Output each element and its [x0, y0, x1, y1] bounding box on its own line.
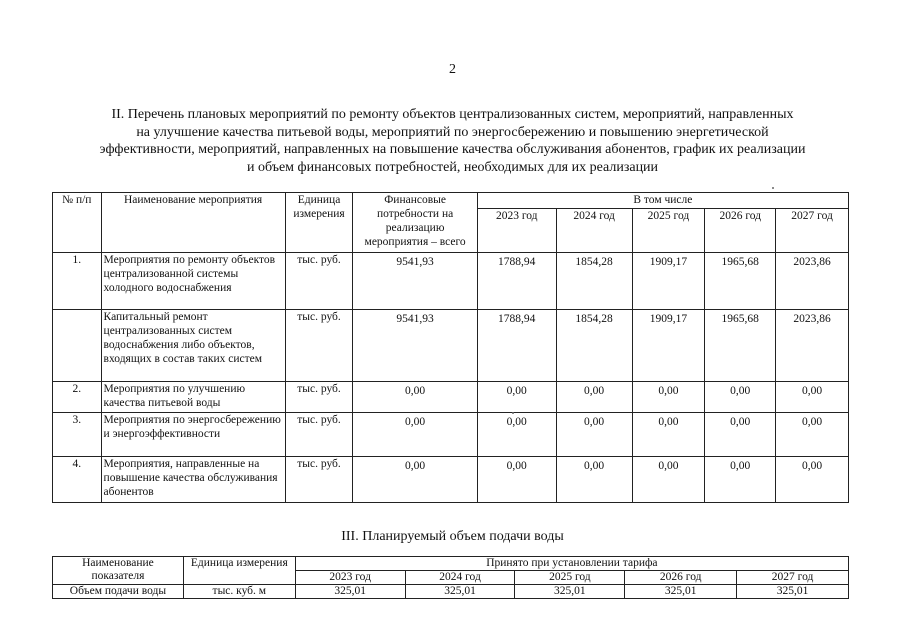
row-unit: тыс. куб. м: [183, 585, 295, 599]
table-row: [53, 253, 849, 310]
header-indicator: Наименование показателя: [53, 557, 184, 585]
table-row: [53, 585, 849, 599]
header-year: 2027 год: [776, 209, 849, 253]
measures-table: [52, 192, 849, 503]
row-year-value: 1909,17: [632, 310, 705, 382]
header-accepted: Принято при установлении тарифа: [295, 557, 848, 571]
row-unit: тыс. руб.: [285, 310, 353, 382]
row-total: 0,00: [353, 457, 477, 503]
row-total: 0,00: [353, 413, 477, 457]
row-year-value: 1965,68: [705, 310, 776, 382]
row-total: 0,00: [353, 382, 477, 413]
row-year-value: 1909,17: [632, 253, 705, 310]
row-year-value: 1788,94: [477, 310, 556, 382]
row-year-value: 1788,94: [477, 253, 556, 310]
row-name: Мероприятия, направленные на повышение качества обслуживания абонентов: [101, 457, 285, 503]
scan-speck: [512, 412, 514, 414]
row-num: 1.: [53, 253, 102, 310]
row-year-value: 0,00: [776, 413, 849, 457]
header-unit: Единица измерения: [183, 557, 295, 585]
header-year: 2024 год: [405, 571, 515, 585]
title-line: эффективности, мероприятий, направленных на повышение качества обслуживания абонентов, график их реализации: [99, 142, 806, 157]
row-year-value: 0,00: [556, 457, 632, 503]
header-year: 2025 год: [515, 571, 625, 585]
row-name: Мероприятия по улучшению качества питьевой воды: [101, 382, 285, 413]
row-year-value: 0,00: [705, 457, 776, 503]
header-num: № п/п: [53, 193, 102, 253]
row-year-value: 2023,86: [776, 310, 849, 382]
table-row: [53, 310, 849, 382]
row-year-value: 2023,86: [776, 253, 849, 310]
row-name: Объем подачи воды: [53, 585, 184, 599]
row-num: 2.: [53, 382, 102, 413]
header-year: 2026 год: [705, 209, 776, 253]
row-year-value: 0,00: [477, 457, 556, 503]
header-year: 2023 год: [477, 209, 556, 253]
table-row: [53, 382, 849, 413]
row-unit: тыс. руб.: [285, 382, 353, 413]
row-year-value: 0,00: [632, 382, 705, 413]
row-year-value: 0,00: [556, 413, 632, 457]
header-finance: Финансовые потребности на реализацию мероприятия – всего: [353, 193, 477, 253]
title-line: II. Перечень плановых мероприятий по ремонту объектов централизованных систем, мероприятий, направленных: [111, 107, 794, 122]
row-year-value: 1854,28: [556, 310, 632, 382]
header-year: 2026 год: [625, 571, 737, 585]
row-name: Мероприятия по энергосбережению и энергоэффективности: [101, 413, 285, 457]
title-line: и объем финансовых потребностей, необходимых для их реализации: [246, 159, 659, 175]
row-name: Мероприятия по ремонту объектов централизованной системы холодного водоснабжения: [101, 253, 285, 310]
row-year-value: 0,00: [705, 413, 776, 457]
section2-title: [40, 106, 865, 176]
header-year: 2027 год: [737, 571, 849, 585]
row-num: 3.: [53, 413, 102, 457]
row-num: [53, 310, 102, 382]
row-year-value: 1854,28: [556, 253, 632, 310]
table-row: [53, 413, 849, 457]
header-unit: Единица измерения: [285, 193, 353, 253]
row-year-value: 0,00: [776, 382, 849, 413]
header-year: 2024 год: [556, 209, 632, 253]
row-year-value: 0,00: [632, 413, 705, 457]
row-year-value: 325,01: [515, 585, 625, 599]
row-year-value: 325,01: [405, 585, 515, 599]
scan-speck: [772, 187, 774, 189]
row-year-value: 0,00: [632, 457, 705, 503]
row-unit: тыс. руб.: [285, 253, 353, 310]
row-year-value: 325,01: [295, 585, 405, 599]
row-unit: тыс. руб.: [285, 457, 353, 503]
header-year: 2023 год: [295, 571, 405, 585]
row-year-value: 0,00: [477, 413, 556, 457]
header-including: В том числе: [477, 193, 848, 209]
page-number: 2: [449, 62, 456, 77]
header-year: 2025 год: [632, 209, 705, 253]
table-row: [53, 457, 849, 503]
row-year-value: 325,01: [625, 585, 737, 599]
row-year-value: 0,00: [477, 382, 556, 413]
row-num: 4.: [53, 457, 102, 503]
row-name: Капитальный ремонт централизованных систем водоснабжения либо объектов, входящих в состав таких систем: [101, 310, 285, 382]
row-total: 9541,93: [353, 310, 477, 382]
water-supply-table: [52, 556, 849, 599]
row-year-value: 0,00: [556, 382, 632, 413]
row-year-value: 325,01: [737, 585, 849, 599]
section3-title: III. Планируемый объем подачи воды: [341, 529, 564, 544]
header-name: Наименование мероприятия: [101, 193, 285, 253]
row-unit: тыс. руб.: [285, 413, 353, 457]
row-total: 9541,93: [353, 253, 477, 310]
row-year-value: 0,00: [705, 382, 776, 413]
row-year-value: 0,00: [776, 457, 849, 503]
title-line: на улучшение качества питьевой воды, мероприятий по энергосбережению и повышению энергетической: [136, 124, 769, 140]
row-year-value: 1965,68: [705, 253, 776, 310]
